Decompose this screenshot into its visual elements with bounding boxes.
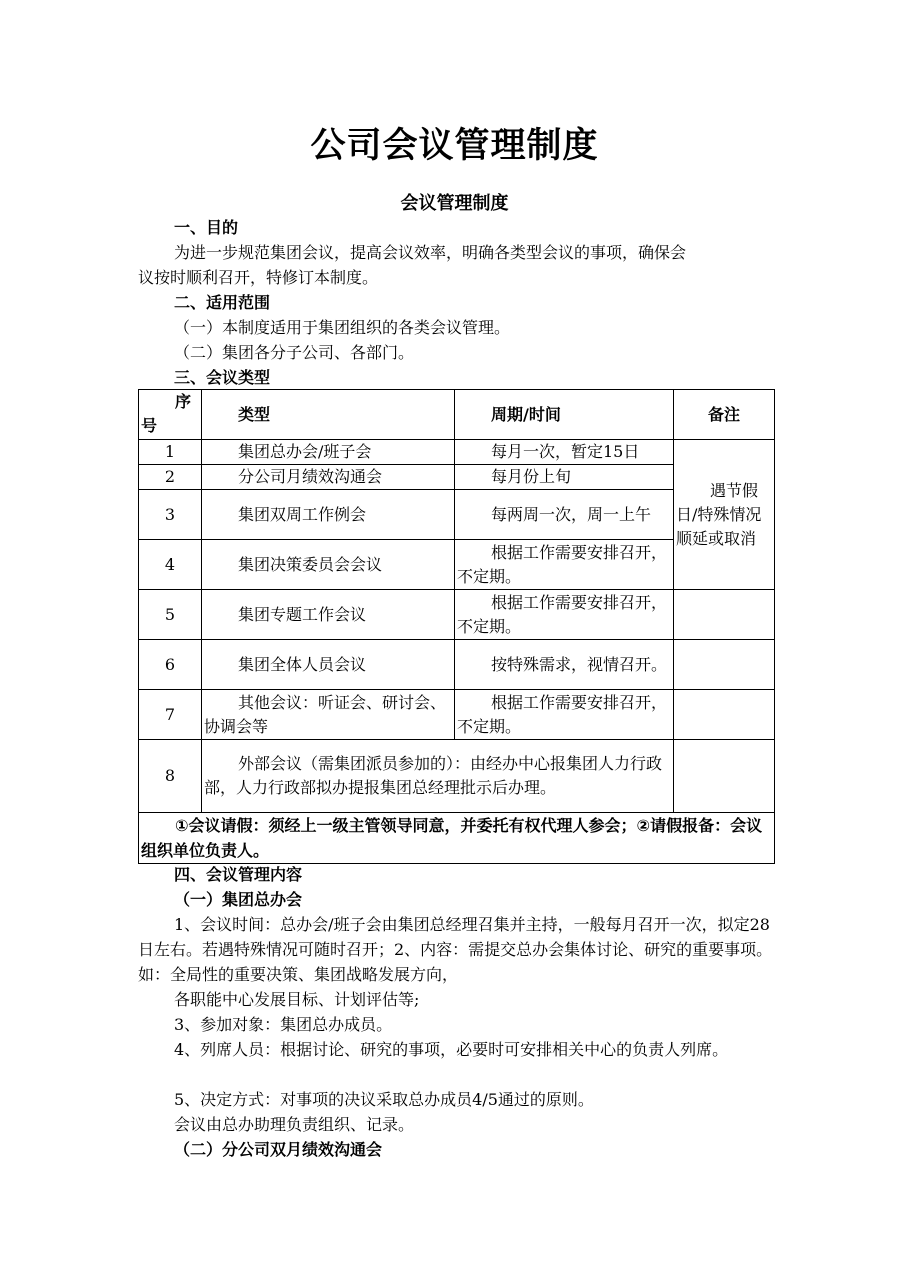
header-number-top: 序: [175, 392, 192, 411]
table-row: [139, 740, 775, 813]
purpose-text-line-1: 为进一步规范集团会议，提高会议效率，明确各类型会议的事项，确保会: [174, 243, 687, 262]
section-heading-scope: 二、适用范围: [174, 293, 271, 312]
row-type: 集团总办会/班子会: [202, 440, 455, 465]
general-office-attendees: 3、参加对象：集团总办成员。: [174, 1015, 393, 1034]
row-period: 每月份上旬: [455, 465, 674, 490]
header-number-bottom: 号: [141, 416, 158, 435]
subsection-heading-general-office: （一）集团总办会: [174, 890, 303, 909]
empty-remark-cell: [674, 640, 775, 690]
row-number: 4: [139, 540, 202, 590]
row-period: 每两周一次，周一上午: [455, 490, 674, 540]
general-office-paragraph-1: 1、会议时间：总办会/班子会由集团总经理召集并主持，一般每月召开一次，拟定28日左右。若遇特殊情况可随时召开；2、内容：需提交总办会集体讨论、研究的重要事项。如：全局性的重要决策、集团战略发展方向，: [138, 915, 773, 984]
table-note-row: [139, 813, 775, 864]
row-type: 集团双周工作例会: [202, 490, 455, 540]
scope-item-1: （一）本制度适用于集团组织的各类会议管理。: [174, 318, 511, 337]
section-heading-management: 四、会议管理内容: [174, 865, 303, 884]
scope-item-2: （二）集团各分子公司、各部门。: [174, 343, 415, 362]
row-type: 外部会议（需集团派员参加的）：由经办中心报集团人力行政部，人力行政部拟办提报集团总经理批示后办理。: [202, 740, 674, 813]
empty-remark-cell: [674, 590, 775, 640]
row-period: 每月一次，暂定15日: [455, 440, 674, 465]
row-number: 7: [139, 690, 202, 740]
header-period: 周期/时间: [455, 390, 674, 440]
table-row: [139, 690, 775, 740]
table-header-row: [139, 390, 775, 440]
meeting-types-table: [138, 389, 775, 864]
row-number: 5: [139, 590, 202, 640]
row-number: 3: [139, 490, 202, 540]
remark-cell: 遇节假日/特殊情况顺延或取消: [674, 440, 775, 590]
general-office-organizer: 会议由总办助理负责组织、记录。: [174, 1115, 415, 1134]
empty-remark-cell: [674, 740, 775, 813]
row-number: 1: [139, 440, 202, 465]
general-office-observers: 4、列席人员：根据讨论、研究的事项，必要时可安排相关中心的负责人列席。: [174, 1040, 729, 1059]
row-type: 集团全体人员会议: [202, 640, 455, 690]
header-type: 类型: [202, 390, 455, 440]
purpose-text-line-2: 议按时顺利召开，特修订本制度。: [138, 268, 379, 287]
header-number: [139, 390, 202, 440]
general-office-paragraph-2: 各职能中心发展目标、计划评估等;: [174, 990, 420, 1009]
row-type: 其他会议：听证会、研讨会、协调会等: [202, 690, 455, 740]
leave-note: ①会议请假：须经上一级主管领导同意，并委托有权代理人参会；②请假报备：会议组织单位负责人。: [139, 813, 775, 864]
row-type: 分公司月绩效沟通会: [202, 465, 455, 490]
row-number: 8: [139, 740, 202, 813]
document-title: 公司会议管理制度: [310, 126, 599, 166]
document-subtitle: 会议管理制度: [400, 193, 509, 214]
row-number: 6: [139, 640, 202, 690]
row-period: 按特殊需求，视情召开。: [455, 640, 674, 690]
row-period: 根据工作需要安排召开，不定期。: [455, 540, 674, 590]
row-number: 2: [139, 465, 202, 490]
empty-remark-cell: [674, 690, 775, 740]
row-type: 集团专题工作会议: [202, 590, 455, 640]
section-heading-meeting-types: 三、会议类型: [174, 368, 271, 387]
general-office-decision: 5、决定方式：对事项的决议采取总办成员4/5通过的原则。: [174, 1090, 594, 1109]
row-period: 根据工作需要安排召开，不定期。: [455, 590, 674, 640]
table-row: [139, 440, 775, 465]
row-type: 集团决策委员会会议: [202, 540, 455, 590]
table-row: [139, 590, 775, 640]
row-period: 根据工作需要安排召开，不定期。: [455, 690, 674, 740]
section-heading-purpose: 一、目的: [174, 218, 239, 237]
subsection-heading-branch-performance: （二）分公司双月绩效沟通会: [174, 1140, 383, 1159]
table-row: [139, 640, 775, 690]
header-remark: 备注: [674, 390, 775, 440]
